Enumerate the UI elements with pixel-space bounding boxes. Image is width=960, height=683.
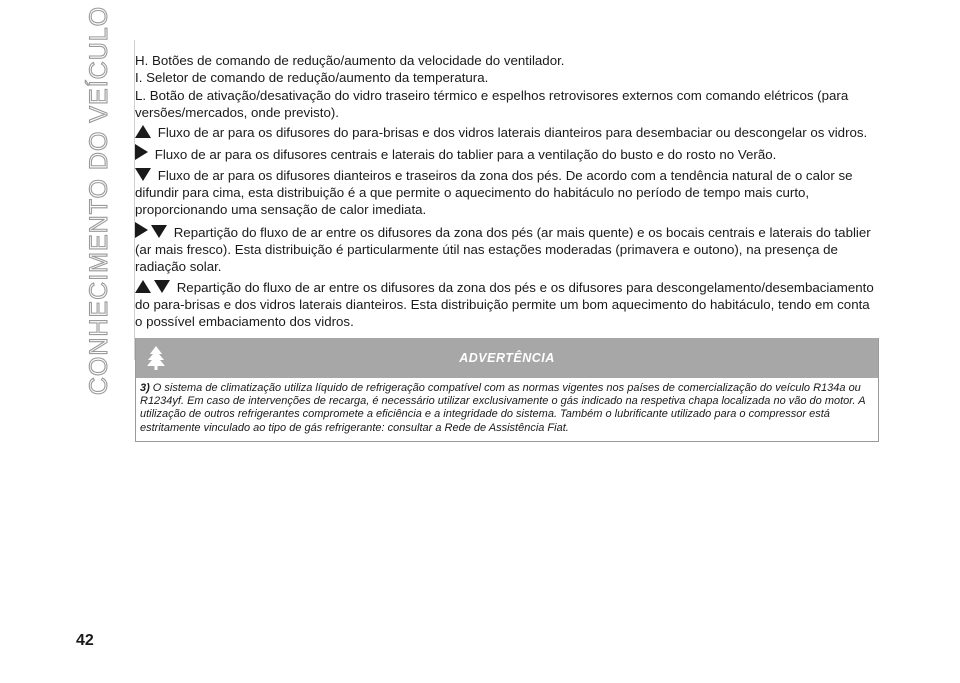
airflow-item-right-down bbox=[135, 222, 877, 276]
warning-number: 3) bbox=[140, 382, 150, 394]
page-number: 42 bbox=[76, 632, 94, 649]
airflow-item-down bbox=[135, 167, 877, 219]
airflow-item-up-down-text: Repartição do fluxo de ar entre os difusores da zona dos pés e os difusores para descongelamento/desembaciamento do para-brisas e dos vidros laterais dianteiros. Esta distribuição permite um bom aquecimento do habitáculo, tendo em conta o possível embaciamento dos vidros. bbox=[135, 279, 874, 330]
warning-title: ADVERTÊNCIA bbox=[459, 351, 555, 365]
airflow-item-right-down-text: Repartição do fluxo de ar entre os difusores da zona dos pés (ar mais quente) e os bocais centrais e laterais do tablier (ar mais fresco). Esta distribuição é particularmente útil nas estações moderadas (primavera e outono), na presença de radiação solar. bbox=[135, 224, 871, 275]
airflow-item-down-text: Fluxo de ar para os difusores dianteiros e traseiros da zona dos pés. De acordo com a tendência natural de o calor se difundir para cima, esta distribuição é a que permite o aquecimento do habitáculo no período de tempo mais curto, proporcionando uma sensação de calor imediata. bbox=[135, 167, 853, 218]
airflow-down-icon bbox=[151, 225, 167, 238]
airflow-right-icon bbox=[135, 222, 148, 238]
airflow-down-icon bbox=[154, 280, 170, 293]
section-side-title bbox=[76, 5, 124, 395]
text-item-h: H. Botões de comando de redução/aumento da velocidade do ventilador. bbox=[135, 53, 565, 68]
section-title-text: CONHECIMENTO DO VEÍCULO bbox=[85, 5, 114, 395]
airflow-item-up bbox=[135, 124, 877, 141]
airflow-item-right bbox=[135, 144, 877, 163]
airflow-up-icon bbox=[135, 125, 151, 138]
tree-environment-icon bbox=[144, 345, 168, 371]
airflow-up-icon bbox=[135, 280, 151, 293]
airflow-down-icon bbox=[135, 168, 151, 181]
airflow-item-right-text: Fluxo de ar para os difusores centrais e laterais do tablier para a ventilação do busto e do rosto no Verão. bbox=[154, 147, 777, 163]
warning-header bbox=[136, 338, 878, 378]
warning-text: O sistema de climatização utiliza líquido de refrigeração compatível com as normas vigentes nos países de comercialização do veículo R134a ou R1234yf. Em caso de intervenções de recarga, é necessário utilizar exclusivamente o gás indicado na respetiva chapa localizada no vão do motor. A utilização de outros refrigerantes compromete a eficiência e a integridade do sistema. Também o lubrificante utilizado para o compressor está estritamente vinculado ao tipo de gás refrigerante: consultar a Rede de Assistência Fiat. bbox=[140, 382, 866, 434]
main-content bbox=[135, 52, 877, 330]
airflow-item-up-text: Fluxo de ar para os difusores do para-brisas e dos vidros laterais dianteiros para desembaciar ou descongelar os vidros. bbox=[157, 125, 868, 141]
airflow-right-icon bbox=[135, 144, 148, 160]
warning-body bbox=[136, 378, 878, 441]
text-item-i: I. Seletor de comando de redução/aumento da temperatura. bbox=[135, 70, 489, 86]
warning-box bbox=[135, 338, 879, 442]
text-item-l: L. Botão de ativação/desativação do vidro traseiro térmico e espelhos retrovisores externos com comando elétricos (para versões/mercados, onde previsto). bbox=[135, 87, 849, 120]
airflow-item-up-down bbox=[135, 279, 877, 331]
